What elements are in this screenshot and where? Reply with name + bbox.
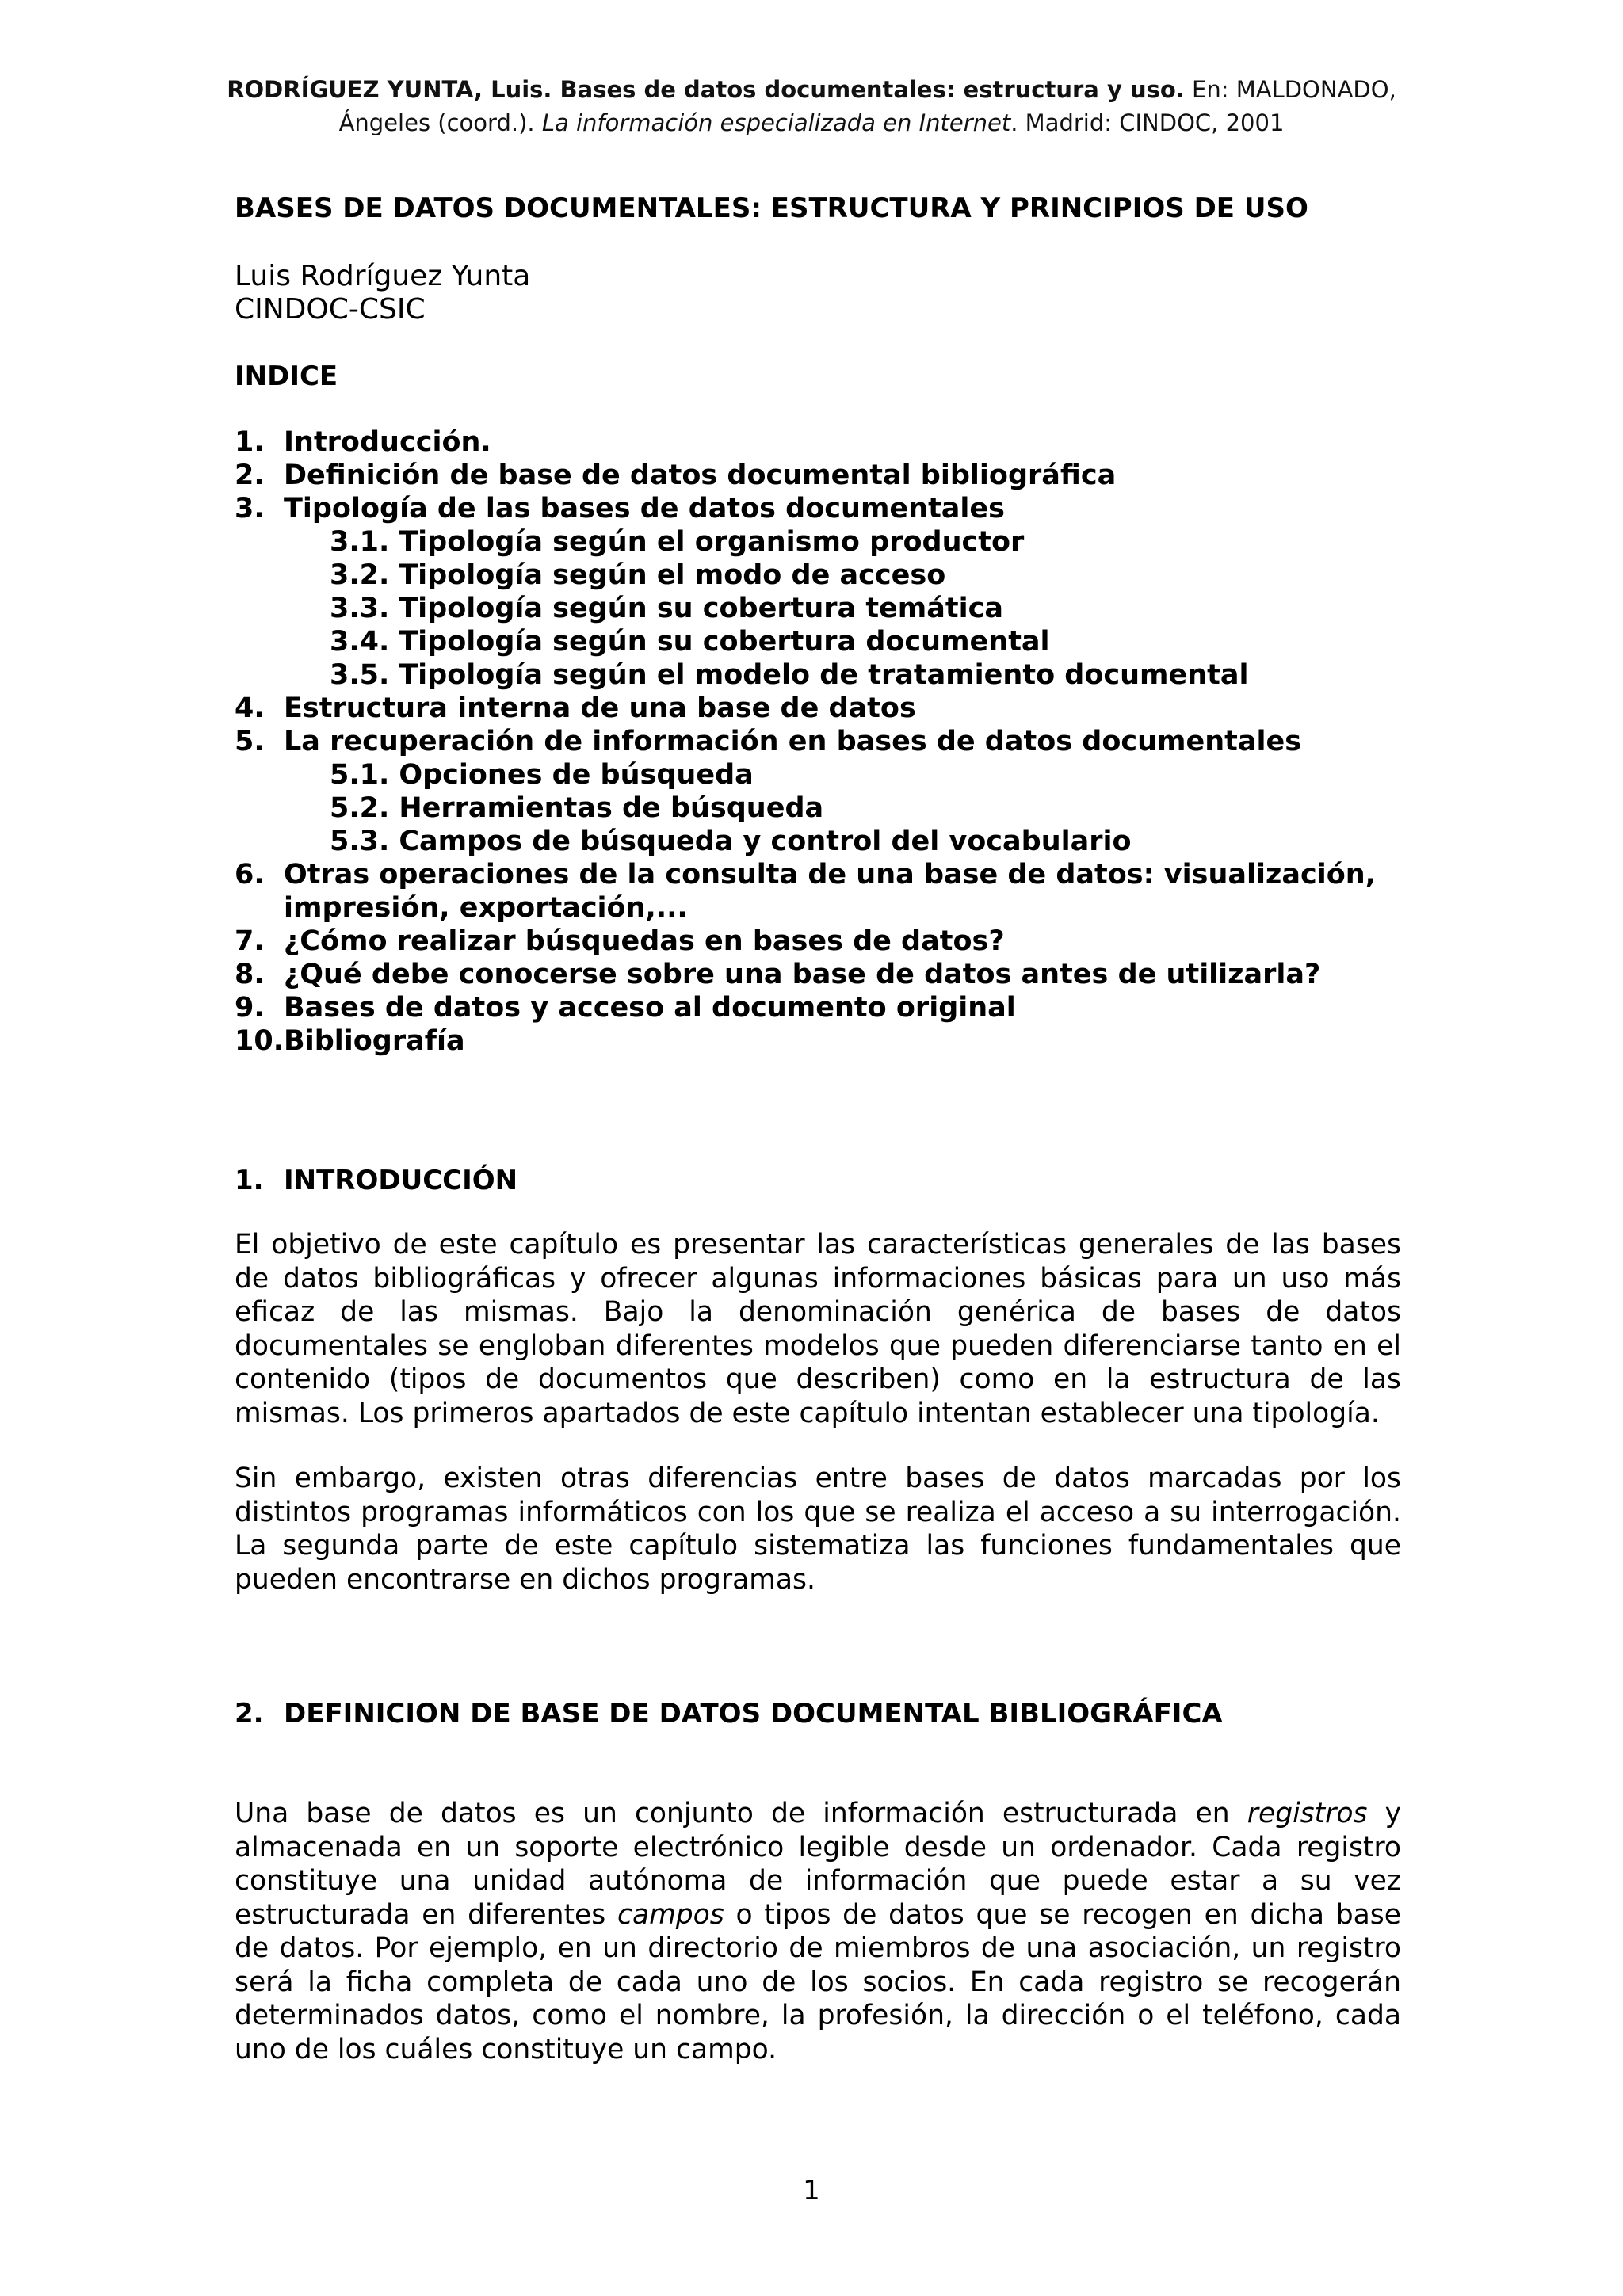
citation-italic: La información especializada en Internet — [541, 109, 1011, 136]
citation-header — [0, 73, 1623, 139]
toc-number: 3.1. — [330, 526, 390, 558]
toc-text: La recuperación de información en bases de datos documentales — [284, 726, 1302, 757]
toc-number: 7. — [235, 925, 265, 957]
toc-text: Campos de búsqueda y control del vocabulario — [399, 826, 1132, 857]
section-title: DEFINICION DE BASE DE DATOS DOCUMENTAL BIBLIOGRÁFICA — [284, 1698, 1223, 1730]
toc-number: 3.4. — [330, 626, 390, 658]
paragraph-text: Sin embargo, existen otras diferencias entre bases de datos marcadas por los distintos programas informáticos con los que se realiza el acceso a su interrogación. La segunda parte de este capítulo sistematiza las funciones fundamentales que pueden encontrarse en dichos programas. — [235, 1463, 1401, 1596]
citation-pre: Ángeles (coord.). — [338, 109, 542, 136]
page-number: 1 — [803, 2175, 820, 2206]
citation-post: . Madrid: CINDOC, 2001 — [1010, 109, 1285, 136]
table-of-contents — [235, 425, 1401, 1058]
italic-term-campos: campos — [617, 1898, 724, 1931]
toc-number: 3.3. — [330, 593, 390, 624]
toc-number: 5. — [235, 726, 265, 757]
toc-number: 6. — [235, 859, 265, 891]
toc-subitem — [235, 791, 1401, 825]
text-run: Una base de datos es un conjunto de información estructurada en — [235, 1798, 1247, 1829]
section-2-paragraph — [235, 1797, 1401, 2066]
author-block — [235, 260, 530, 326]
toc-text: Tipología según el modelo de tratamiento documental — [399, 659, 1249, 691]
toc-item — [235, 1024, 1401, 1058]
italic-term-registros: registros — [1247, 1798, 1368, 1829]
toc-item — [235, 459, 1401, 492]
toc-text: Otras operaciones de la consulta de una base de datos: visualización, impresión, exportación,... — [284, 859, 1376, 924]
text-run: y almacenada en un soporte electrónico legible desde un ordenador. Cada registro constituye una unidad autónoma de información que puede estar a su vez estructurada en diferentes — [235, 1798, 1401, 1931]
toc-item — [235, 858, 1401, 925]
toc-number: 5.2. — [330, 792, 390, 824]
toc-number: 8. — [235, 959, 265, 990]
section-number: 2. — [235, 1698, 264, 1730]
toc-text: Tipología de las bases de datos documentales — [284, 493, 1005, 524]
toc-number: 2. — [235, 460, 265, 491]
toc-number: 10. — [235, 1025, 285, 1057]
section-1-paragraph-2 — [235, 1462, 1401, 1596]
toc-item — [235, 958, 1401, 991]
toc-text: Introducción. — [284, 426, 491, 458]
section-1-heading — [235, 1165, 517, 1196]
toc-subitem — [235, 625, 1401, 658]
toc-subitem — [235, 758, 1401, 791]
citation-line-1 — [0, 73, 1623, 106]
toc-item — [235, 692, 1401, 725]
toc-text: ¿Qué debe conocerse sobre una base de datos antes de utilizarla? — [284, 959, 1321, 990]
toc-text: ¿Cómo realizar búsquedas en bases de datos? — [284, 925, 1005, 957]
toc-text: Bibliografía — [284, 1025, 465, 1057]
index-heading: INDICE — [235, 360, 338, 392]
toc-subitem — [235, 658, 1401, 692]
toc-subitem — [235, 825, 1401, 858]
section-1-paragraph-1 — [235, 1228, 1401, 1430]
toc-text: Herramientas de búsqueda — [399, 792, 824, 824]
citation-rest: En: MALDONADO, — [1184, 76, 1396, 103]
paragraph-text: El objetivo de este capítulo es presentar las características generales de las bases de datos bibliográficas y ofrecer algunas informaciones básicas para un uso más eficaz de las mismas. Bajo la denominación genérica de bases de datos documentales se engloban diferentes modelos que pueden diferenciarse tanto en el contenido (tipos de documentos que describen) como en la estructura de las mismas. Los primeros apartados de este capítulo intentan establecer una tipología. — [235, 1229, 1401, 1429]
toc-text: Tipología según el modo de acceso — [399, 559, 946, 591]
toc-number: 3.5. — [330, 659, 390, 691]
citation-line-2 — [0, 106, 1623, 139]
toc-item — [235, 425, 1401, 459]
toc-number: 1. — [235, 426, 265, 458]
toc-number: 5.1. — [330, 759, 390, 791]
toc-text: Bases de datos y acceso al documento original — [284, 992, 1016, 1024]
toc-item — [235, 925, 1401, 958]
document-title: BASES DE DATOS DOCUMENTALES: ESTRUCTURA Y PRINCIPIOS DE USO — [235, 193, 1308, 224]
author-name: Luis Rodríguez Yunta — [235, 260, 531, 292]
citation-bold: RODRÍGUEZ YUNTA, Luis. Bases de datos documentales: estructura y uso. — [227, 76, 1185, 103]
toc-number: 9. — [235, 992, 265, 1024]
toc-number: 4. — [235, 692, 265, 724]
toc-text: Tipología según el organismo productor — [399, 526, 1025, 558]
toc-item — [235, 492, 1401, 525]
toc-subitem — [235, 592, 1401, 625]
toc-number: 3. — [235, 493, 265, 524]
toc-text: Definición de base de datos documental bibliográfica — [284, 460, 1117, 491]
section-2-heading — [235, 1698, 1223, 1730]
toc-item — [235, 991, 1401, 1024]
toc-subitem — [235, 525, 1401, 559]
toc-subitem — [235, 559, 1401, 592]
toc-number: 5.3. — [330, 826, 390, 857]
paragraph-text — [235, 1797, 1401, 2066]
section-number: 1. — [235, 1165, 264, 1196]
toc-item — [235, 725, 1401, 758]
section-title: INTRODUCCIÓN — [284, 1165, 518, 1196]
toc-number: 3.2. — [330, 559, 390, 591]
text-run: o tipos de datos que se recogen en dicha base de datos. Por ejemplo, en un directorio de miembros de una asociación, un registro será la ficha completa de cada uno de los socios. En cada registro se recogerán determinados datos, como el nombre, la profesión, la dirección o el teléfono, cada uno de los cuáles constituye un campo. — [235, 1898, 1401, 2065]
toc-text: Tipología según su cobertura temática — [399, 593, 1003, 624]
toc-text: Estructura interna de una base de datos — [284, 692, 916, 724]
author-institution: CINDOC-CSIC — [235, 293, 426, 326]
toc-text: Tipología según su cobertura documental — [399, 626, 1050, 658]
toc-text: Opciones de búsqueda — [399, 759, 754, 791]
